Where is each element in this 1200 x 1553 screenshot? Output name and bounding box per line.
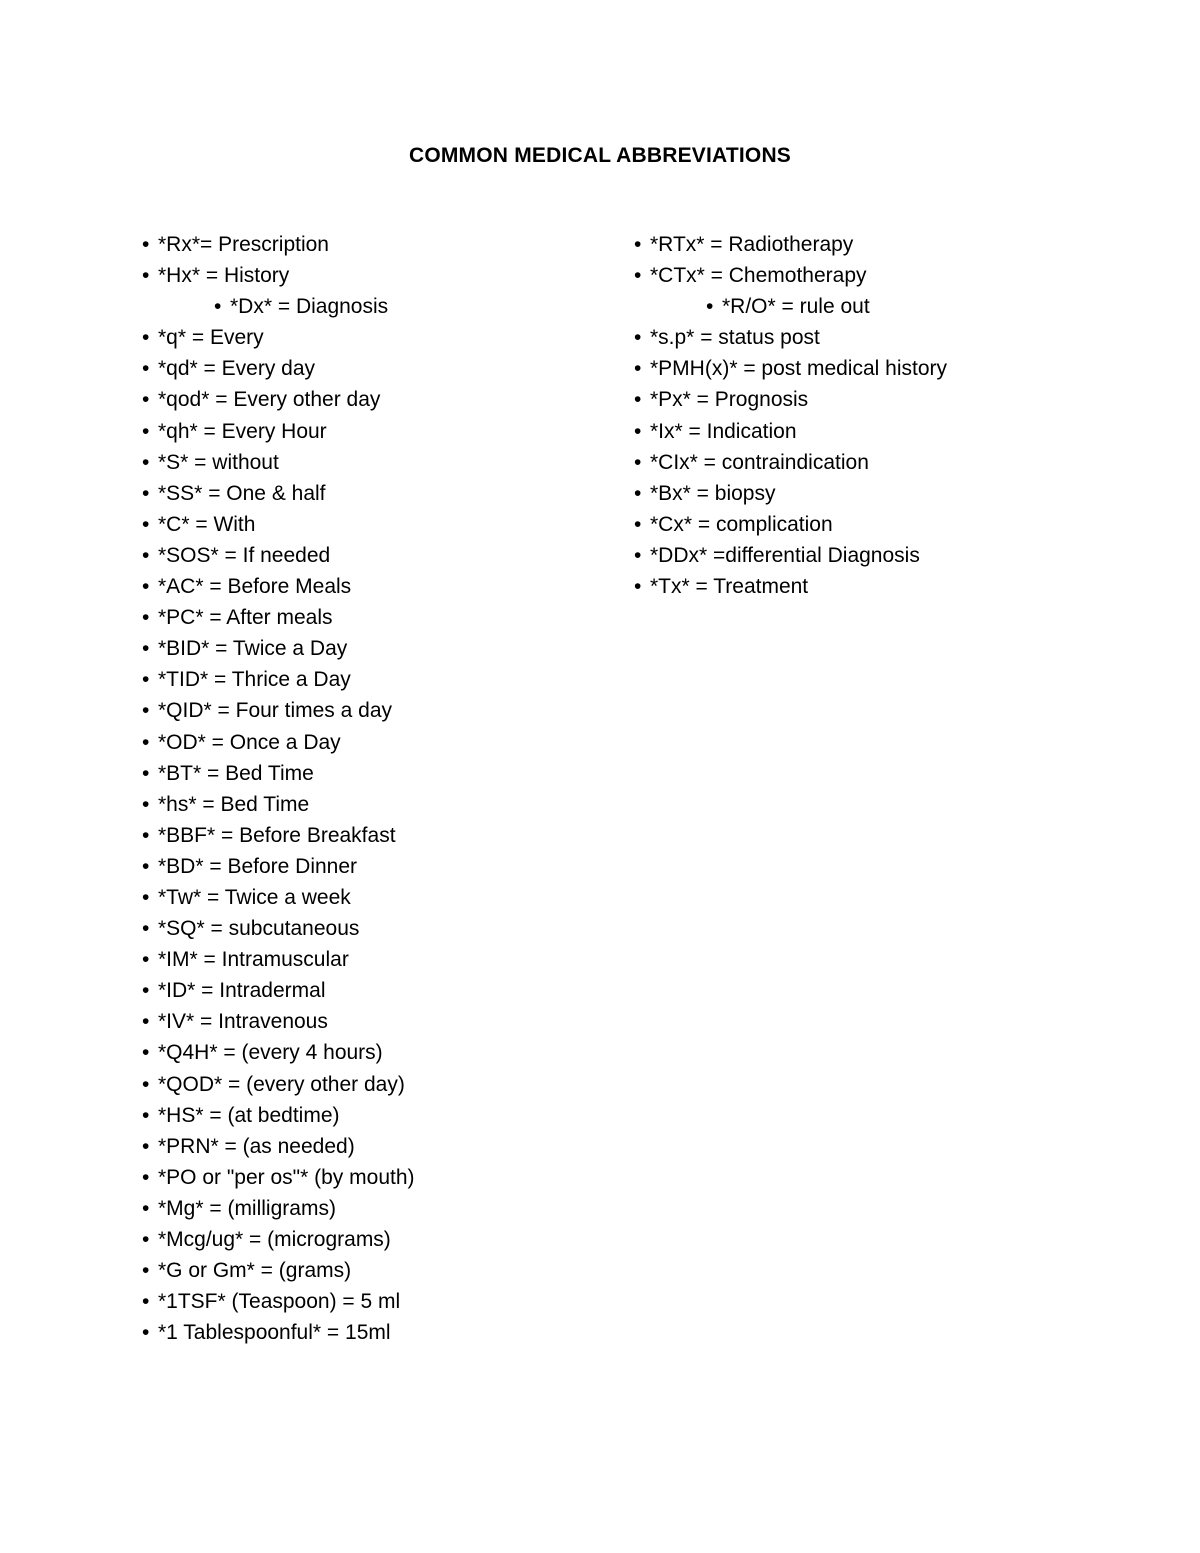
bullet-icon: • bbox=[142, 979, 150, 1003]
abbreviation-text: *Tx* = Treatment bbox=[650, 575, 809, 599]
bullet-icon: • bbox=[142, 668, 150, 692]
list-item bbox=[142, 727, 582, 758]
list-item bbox=[142, 695, 582, 726]
bullet-icon: • bbox=[142, 419, 150, 443]
list-item bbox=[634, 509, 1134, 540]
list-item bbox=[142, 1069, 582, 1100]
abbreviation-text: *IM* = Intramuscular bbox=[158, 948, 349, 972]
abbreviation-text: *QID* = Four times a day bbox=[158, 699, 393, 723]
abbreviation-text: *SQ* = subcutaneous bbox=[158, 917, 360, 941]
abbreviation-text: *ID* = Intradermal bbox=[158, 979, 326, 1003]
abbreviation-text: *C* = With bbox=[158, 512, 256, 536]
list-item bbox=[142, 975, 582, 1006]
abbreviation-text: *HS* = (at bedtime) bbox=[158, 1103, 340, 1127]
abbreviation-text: *Hx* = History bbox=[158, 264, 290, 288]
list-item bbox=[634, 384, 1134, 415]
abbreviation-text: *Px* = Prognosis bbox=[650, 388, 809, 412]
abbreviation-text: *1TSF* (Teaspoon) = 5 ml bbox=[158, 1290, 401, 1314]
list-item bbox=[634, 322, 1134, 353]
bullet-icon: • bbox=[142, 1103, 150, 1127]
abbreviation-text: *QOD* = (every other day) bbox=[158, 1072, 405, 1096]
bullet-icon: • bbox=[142, 233, 150, 256]
list-item bbox=[142, 1037, 582, 1068]
abbreviation-text: *Rx*= Prescription bbox=[158, 233, 329, 256]
bullet-icon: • bbox=[706, 295, 714, 319]
abbreviation-text: *BBF* = Before Breakfast bbox=[158, 823, 396, 847]
bullet-icon: • bbox=[634, 233, 642, 256]
abbreviation-text: *TID* = Thrice a Day bbox=[158, 668, 351, 692]
bullet-icon: • bbox=[142, 1134, 150, 1158]
abbreviation-text: *SOS* = If needed bbox=[158, 543, 331, 567]
bullet-icon: • bbox=[142, 1321, 150, 1345]
list-item bbox=[142, 882, 582, 913]
list-item bbox=[142, 851, 582, 882]
list-item bbox=[634, 353, 1134, 384]
bullet-icon: • bbox=[142, 543, 150, 567]
abbreviation-text: *Cx* = complication bbox=[650, 512, 833, 536]
bullet-icon: • bbox=[142, 388, 150, 412]
list-item bbox=[142, 1286, 582, 1317]
list-item bbox=[142, 758, 582, 789]
list-item bbox=[142, 322, 582, 353]
list-item bbox=[142, 229, 582, 260]
bullet-icon: • bbox=[142, 1290, 150, 1314]
list-item bbox=[142, 664, 582, 695]
abbreviation-text: *RTx* = Radiotherapy bbox=[650, 233, 854, 256]
list-item bbox=[634, 447, 1134, 478]
abbreviation-text: *PO or "per os"* (by mouth) bbox=[158, 1165, 415, 1189]
page-title: COMMON MEDICAL ABBREVIATIONS bbox=[408, 144, 792, 167]
list-item bbox=[142, 260, 582, 291]
list-item bbox=[142, 1131, 582, 1162]
abbreviation-text: *BT* = Bed Time bbox=[158, 761, 314, 785]
abbreviation-text: *PC* = After meals bbox=[158, 606, 333, 630]
list-item bbox=[634, 540, 1134, 571]
list-item bbox=[634, 416, 1134, 447]
bullet-icon: • bbox=[142, 357, 150, 381]
list-item bbox=[142, 478, 582, 509]
abbreviation-text: *s.p* = status post bbox=[650, 326, 820, 350]
list-item bbox=[142, 820, 582, 851]
list-item bbox=[142, 447, 582, 478]
list-item bbox=[142, 509, 582, 540]
list-item bbox=[142, 571, 582, 602]
abbreviation-text: *hs* = Bed Time bbox=[158, 792, 310, 816]
list-item bbox=[634, 260, 1134, 291]
bullet-icon: • bbox=[634, 388, 642, 412]
list-item bbox=[142, 1162, 582, 1193]
list-item bbox=[142, 1224, 582, 1255]
bullet-icon: • bbox=[142, 1010, 150, 1034]
abbreviation-text: *PRN* = (as needed) bbox=[158, 1134, 355, 1158]
bullet-icon: • bbox=[142, 575, 150, 599]
list-item bbox=[634, 571, 1134, 602]
abbreviation-text: *Bx* = biopsy bbox=[650, 481, 776, 505]
bullet-icon: • bbox=[142, 1259, 150, 1283]
bullet-icon: • bbox=[634, 264, 642, 288]
bullet-icon: • bbox=[142, 450, 150, 474]
bullet-icon: • bbox=[142, 792, 150, 816]
abbreviation-text: *AC* = Before Meals bbox=[158, 575, 352, 599]
bullet-icon: • bbox=[634, 543, 642, 567]
abbreviation-text: *1 Tablespoonful* = 15ml bbox=[158, 1321, 391, 1345]
list-item bbox=[142, 540, 582, 571]
list-item bbox=[142, 1006, 582, 1037]
abbreviation-text: *qh* = Every Hour bbox=[158, 419, 327, 443]
bullet-icon: • bbox=[142, 1196, 150, 1220]
list-item bbox=[634, 478, 1134, 509]
bullet-icon: • bbox=[142, 1072, 150, 1096]
bullet-icon: • bbox=[634, 481, 642, 505]
bullet-icon: • bbox=[142, 854, 150, 878]
bullet-icon: • bbox=[142, 606, 150, 630]
list-item bbox=[142, 913, 582, 944]
list-item bbox=[634, 291, 1134, 322]
list-item bbox=[142, 1317, 582, 1348]
abbreviation-text: *Mcg/ug* = (micrograms) bbox=[158, 1228, 391, 1251]
bullet-icon: • bbox=[142, 1041, 150, 1065]
list-item bbox=[142, 789, 582, 820]
bullet-icon: • bbox=[142, 917, 150, 941]
abbreviation-text: *SS* = One & half bbox=[158, 481, 326, 505]
list-item bbox=[142, 291, 582, 322]
abbreviation-text: *qd* = Every day bbox=[158, 357, 316, 381]
bullet-icon: • bbox=[142, 730, 150, 754]
bullet-icon: • bbox=[634, 450, 642, 474]
bullet-icon: • bbox=[142, 948, 150, 972]
bullet-icon: • bbox=[634, 575, 642, 599]
abbreviation-text: *G or Gm* = (grams) bbox=[158, 1259, 352, 1283]
bullet-icon: • bbox=[142, 264, 150, 288]
list-item bbox=[142, 353, 582, 384]
bullet-icon: • bbox=[634, 326, 642, 350]
abbreviation-text: *OD* = Once a Day bbox=[158, 730, 341, 754]
list-item bbox=[142, 633, 582, 664]
list-item bbox=[634, 229, 1134, 260]
list-item bbox=[142, 1255, 582, 1286]
bullet-icon: • bbox=[142, 1228, 150, 1251]
abbreviation-text: *CTx* = Chemotherapy bbox=[650, 264, 867, 288]
abbreviation-text: *Tw* = Twice a week bbox=[158, 885, 351, 909]
bullet-icon: • bbox=[142, 1165, 150, 1189]
bullet-icon: • bbox=[214, 295, 222, 319]
bullet-icon: • bbox=[142, 761, 150, 785]
list-item bbox=[142, 602, 582, 633]
abbreviation-list-left bbox=[142, 229, 582, 1348]
abbreviation-text: *Mg* = (milligrams) bbox=[158, 1196, 336, 1220]
list-item bbox=[142, 1193, 582, 1224]
bullet-icon: • bbox=[634, 357, 642, 381]
bullet-icon: • bbox=[142, 512, 150, 536]
abbreviation-text: *BID* = Twice a Day bbox=[158, 637, 348, 661]
bullet-icon: • bbox=[634, 512, 642, 536]
bullet-icon: • bbox=[634, 419, 642, 443]
abbreviation-text: *CIx* = contraindication bbox=[650, 450, 869, 474]
abbreviation-text: *q* = Every bbox=[158, 326, 264, 350]
bullet-icon: • bbox=[142, 885, 150, 909]
abbreviation-text: *PMH(x)* = post medical history bbox=[650, 357, 948, 381]
list-item bbox=[142, 1100, 582, 1131]
list-item bbox=[142, 384, 582, 415]
abbreviation-text: *Ix* = Indication bbox=[650, 419, 797, 443]
abbreviation-text: *Q4H* = (every 4 hours) bbox=[158, 1041, 383, 1065]
abbreviation-text: *S* = without bbox=[158, 450, 279, 474]
abbreviation-text: *IV* = Intravenous bbox=[158, 1010, 328, 1034]
list-item bbox=[142, 944, 582, 975]
bullet-icon: • bbox=[142, 481, 150, 505]
abbreviation-list-right bbox=[634, 229, 1134, 602]
bullet-icon: • bbox=[142, 326, 150, 350]
bullet-icon: • bbox=[142, 637, 150, 661]
abbreviation-text: *R/O* = rule out bbox=[722, 295, 870, 319]
abbreviation-text: *BD* = Before Dinner bbox=[158, 854, 358, 878]
abbreviation-text: *Dx* = Diagnosis bbox=[230, 295, 389, 319]
list-item bbox=[142, 416, 582, 447]
abbreviation-text: *DDx* =differential Diagnosis bbox=[650, 543, 920, 567]
abbreviation-text: *qod* = Every other day bbox=[158, 388, 381, 412]
bullet-icon: • bbox=[142, 823, 150, 847]
bullet-icon: • bbox=[142, 699, 150, 723]
